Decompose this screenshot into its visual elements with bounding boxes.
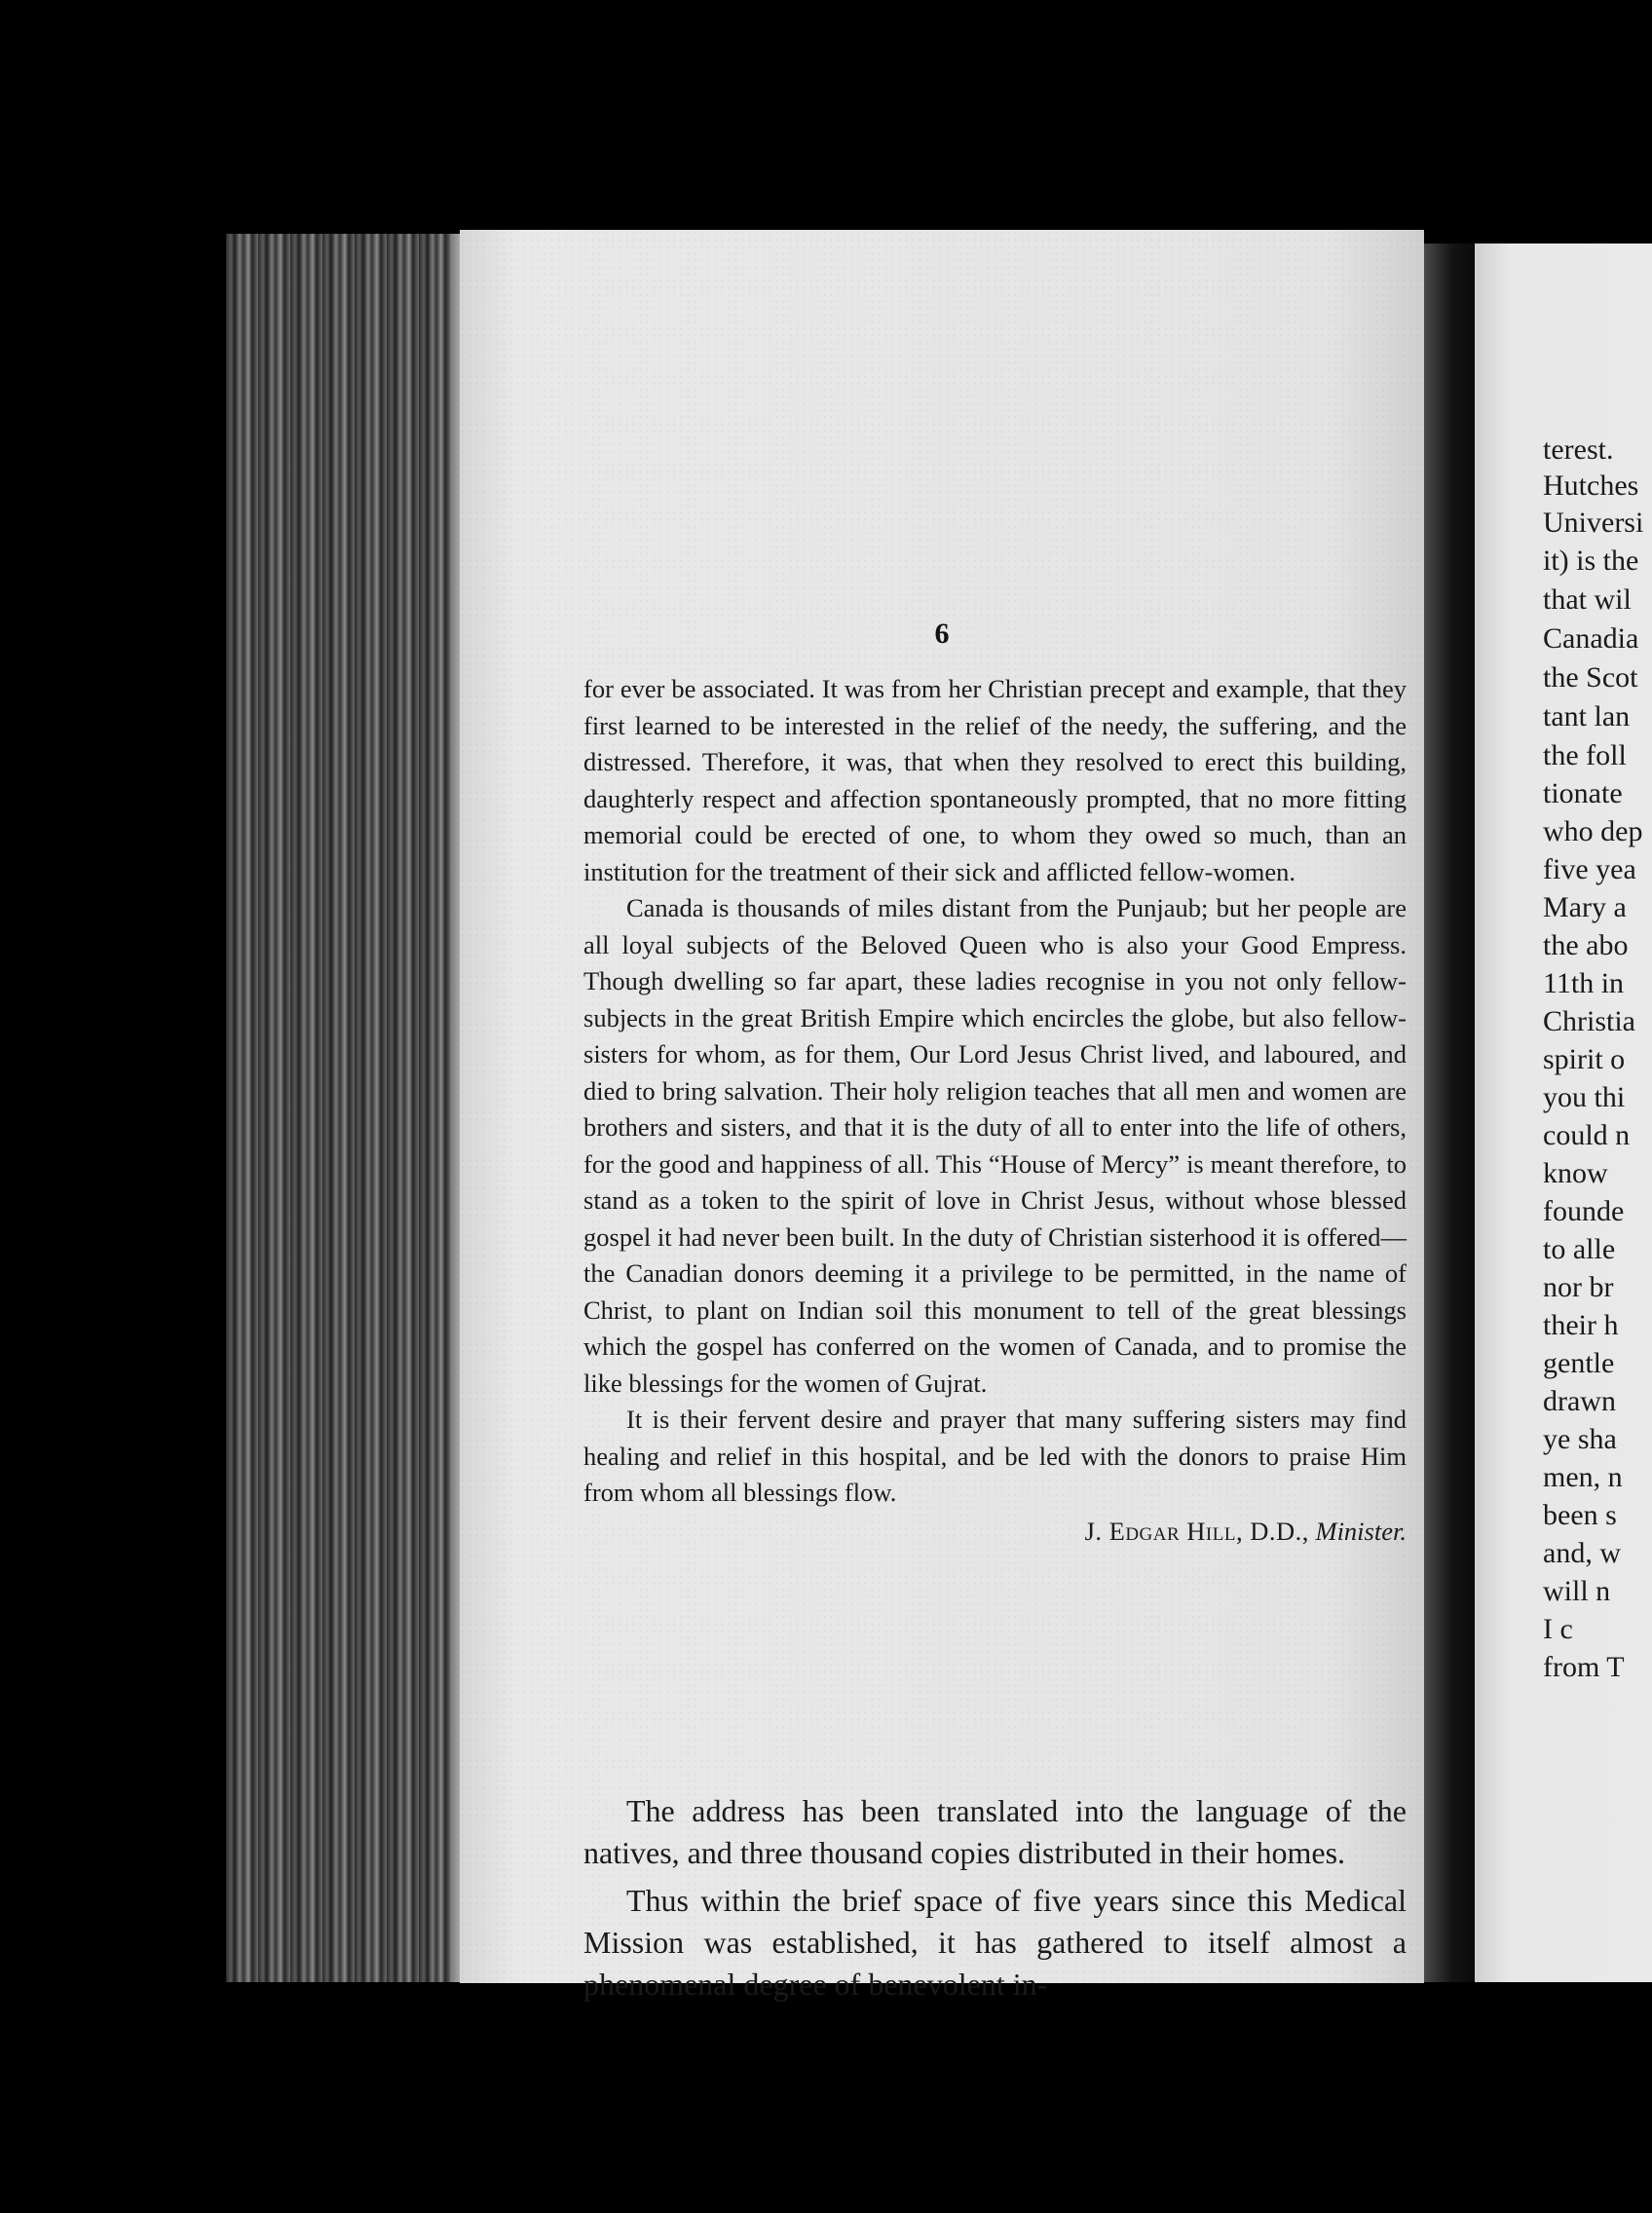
narrative-paragraph-1: The address has been translated into the language of the natives, and three thousand copies distributed in their homes. xyxy=(583,1793,1407,1870)
facing-line: drawn xyxy=(1543,1385,1616,1417)
facing-line: who dep xyxy=(1543,815,1643,847)
facing-line: it) is the xyxy=(1543,544,1639,577)
facing-line: terest. xyxy=(1543,433,1614,466)
letter-paragraph-2: Canada is thousands of miles distant from the Punjaub; but her people are all loyal subjects of the Beloved Queen who is also your Good Empress. Though dwelling so far apart, these ladies recognise in you not only fellow-subjects in the great British Empire which encircles the globe, but also fellow-sisters for whom, as for them, Our Lord Jesus Christ lived, and laboured, and died to bring salvation. Their holy religion teaches that all men and women are brothers and sisters, and that it is the duty of all to enter into the life of others, for the good and happiness of all. This “House of Mercy” is meant therefore, to stand as a token to the spirit of love in Christ Jesus, without whose blessed gospel it had never been built. In the duty of Christian sisterhood it is offered—the Canadian donors deeming it a privilege to be permitted, in the name of Christ, to plant on Indian soil this monument to tell of the great blessings which the gospel has conferred on the women of Canada, and to promise the like blessings for the women of Gujrat. xyxy=(583,893,1407,1398)
facing-line: Mary a xyxy=(1543,891,1627,923)
facing-line: Hutches xyxy=(1543,469,1639,502)
facing-line: the abo xyxy=(1543,929,1629,961)
facing-line: men, n xyxy=(1543,1461,1623,1493)
facing-line: ye sha xyxy=(1543,1423,1617,1455)
signature-name: J. Edgar Hill, D.D., xyxy=(1084,1516,1309,1546)
facing-line: Canadia xyxy=(1543,622,1639,655)
facing-line: been s xyxy=(1543,1499,1617,1531)
facing-line: spirit o xyxy=(1543,1043,1626,1075)
facing-line: you thi xyxy=(1543,1081,1626,1113)
signature xyxy=(583,1514,1407,1551)
facing-line: 11th in xyxy=(1543,967,1625,999)
facing-line: I c xyxy=(1543,1613,1573,1645)
signature-title: Minister. xyxy=(1315,1516,1407,1546)
facing-line: tant lan xyxy=(1543,700,1631,732)
narrative-text xyxy=(583,1784,1407,2006)
facing-line: the foll xyxy=(1543,739,1627,771)
narrative-paragraph-2: Thus within the brief space of five years since this Medical Mission was established, it has gathered to itself almost a phenomenal degree of benevolent in- xyxy=(583,1883,1407,2002)
letter-text xyxy=(583,671,1407,1550)
facing-line: the Scot xyxy=(1543,661,1638,694)
facing-line: and, w xyxy=(1543,1537,1621,1569)
facing-line: tionate xyxy=(1543,777,1623,809)
facing-line: nor br xyxy=(1543,1271,1614,1303)
page-number: 6 xyxy=(934,618,950,650)
facing-page xyxy=(1475,244,1652,1982)
facing-line: founde xyxy=(1543,1195,1625,1227)
letter-paragraph-1: for ever be associated. It was from her Christian precept and example, that they first learned to be interested in the relief of the needy, the suffering, and the distressed. Therefore, it was, that when they resolved to erect this building, daughterly respect and affection spontaneously prompted, that no more fitting memorial could be erected of one, to whom they owed so much, than an institution for the treatment of their sick and afflicted fellow-women. xyxy=(583,674,1407,886)
facing-line: five yea xyxy=(1543,853,1636,885)
facing-line: Christia xyxy=(1543,1005,1635,1037)
letter-paragraph-3: It is their fervent desire and prayer that many suffering sisters may find healing and relief in this hospital, and be led with the donors to praise Him from whom all blessings flow. xyxy=(583,1405,1407,1507)
facing-line: gentle xyxy=(1543,1347,1615,1379)
facing-line: from T xyxy=(1543,1651,1625,1683)
facing-line: to alle xyxy=(1543,1233,1616,1265)
facing-line: their h xyxy=(1543,1309,1619,1341)
facing-line: Universi xyxy=(1543,506,1644,539)
facing-line: will n xyxy=(1543,1575,1611,1607)
book-gutter xyxy=(1424,244,1475,1982)
book-page-edges xyxy=(226,234,460,1982)
facing-line: could n xyxy=(1543,1119,1631,1151)
book-page xyxy=(460,230,1424,2002)
facing-line: that wil xyxy=(1543,583,1632,616)
facing-line: know xyxy=(1543,1157,1608,1189)
